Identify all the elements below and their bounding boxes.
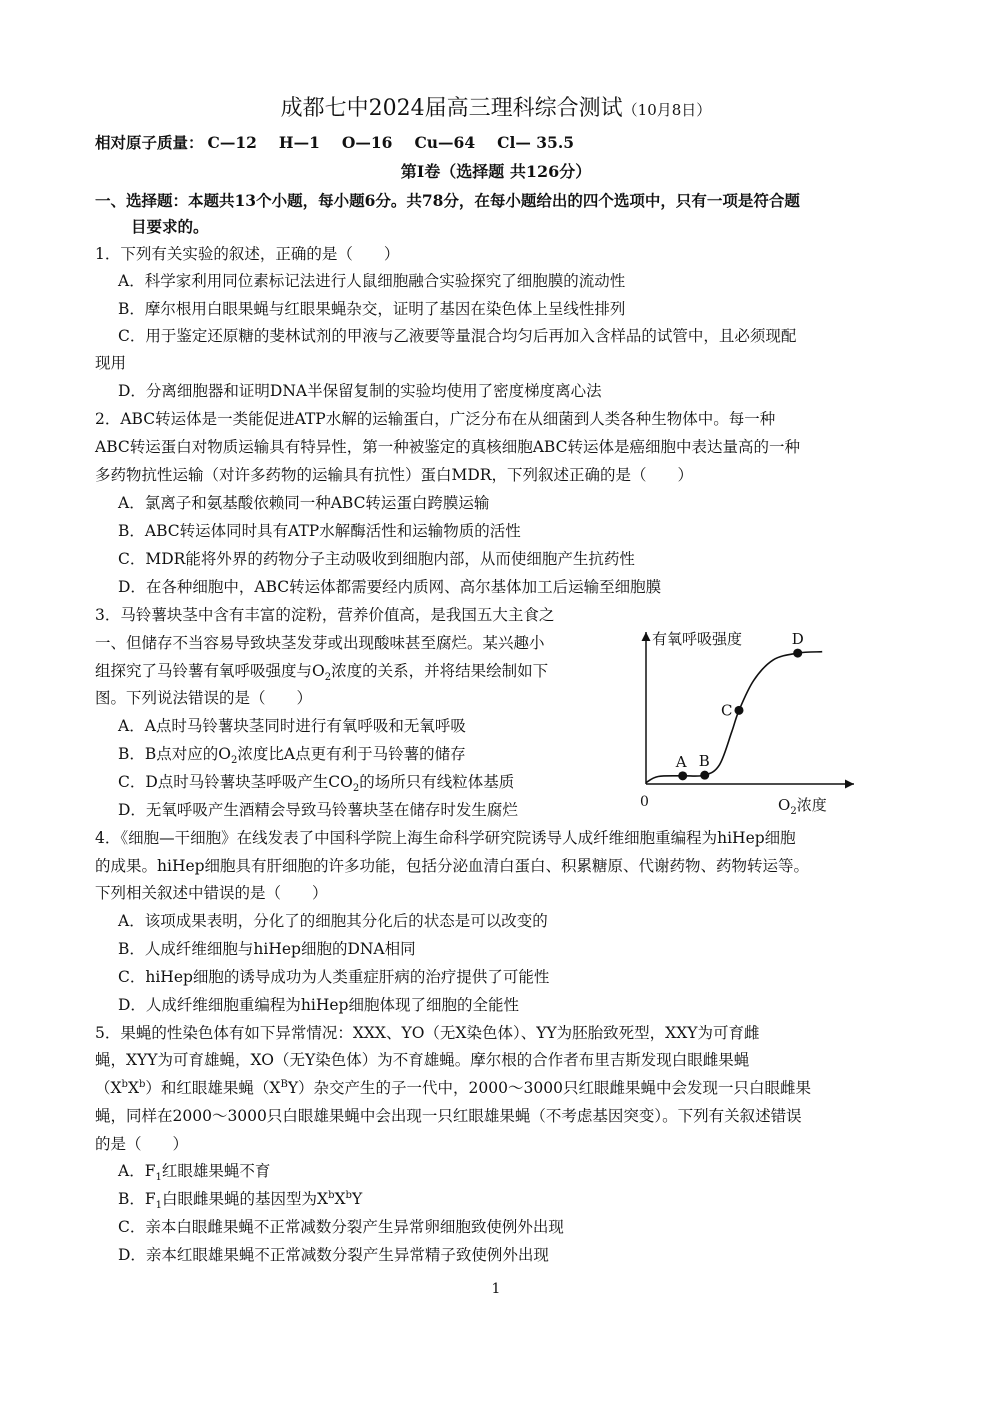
aerobic-respiration-chart [628,624,864,818]
q5-option-a [118,1160,270,1182]
q5-b-b: 白眼雌果蝇的基因型为X [162,1190,329,1208]
mass-cl: Cl— 35.5 [497,133,574,152]
q5-b-a: B．F [118,1190,156,1208]
y-axis-label: 有氧呼吸强度 [652,630,743,648]
q1-option-a: A．科学家利用同位素标记法进行人鼠细胞融合实验探究了细胞膜的流动性 [118,272,626,290]
point-label-d: D [791,630,804,649]
atomic-mass-label: 相对原子质量： [95,133,204,152]
q5-s3-s2: b [139,1078,146,1090]
q3-stem-line3-sub: 2 [324,672,332,684]
point-a [678,771,687,780]
q2-option-b: B．ABC转运体同时具有ATP水解酶活性和运输物质的活性 [118,522,521,540]
q2-stem-line3: 多药物抗性运输（对许多药物的运输具有抗性）蛋白MDR，下列叙述正确的是（ ） [95,466,693,484]
q1-option-b: B．摩尔根用白眼果蝇与红眼果蝇杂交，证明了基因在染色体上呈线性排列 [118,300,626,318]
q3-stem-line4: 图。下列说法错误的是（ ） [95,689,313,707]
q5-b-s1: b [328,1189,335,1201]
q1-option-d: D．分离细胞器和证明DNA半保留复制的实验均使用了密度梯度离心法 [118,382,602,400]
q2-option-c: C．MDR能将外界的药物分子主动吸收到细胞内部，从而使细胞产生抗药性 [118,550,635,568]
q5-s3-s1: b [121,1078,128,1090]
q5-a-sub: 1 [155,1172,162,1184]
x-axis-label-b: 浓度 [796,796,827,814]
atomic-mass-line [95,132,596,154]
q5-option-b [118,1188,362,1210]
q3-option-b-b: 浓度比A点更有利于马铃薯的储存 [237,745,466,763]
q5-s3-s3: B [280,1078,288,1090]
q3-option-b-sub: 2 [231,755,238,767]
q1-option-c: C．用于鉴定还原糖的斐林试剂的甲液与乙液要等量混合均匀后再加入含样品的试管中，且必须现配 [118,327,797,345]
point-label-b: B [698,752,710,771]
q5-stem-line2: 蝇，XYY为可育雄蝇，XO（无Y染色体）为不育雄蝇。摩尔根的合作者布里吉斯发现白眼雌果蝇 [95,1051,750,1069]
q3-option-c-a: C．D点时马铃薯块茎呼吸产生CO [118,773,353,791]
mass-c: C—12 [207,133,257,152]
point-b [700,771,709,780]
q2-option-d: D．在各种细胞中，ABC转运体都需要经内质网、高尔基体加工后运输至细胞膜 [118,578,662,596]
q3-option-c-b: 的场所只有线粒体基质 [359,773,515,791]
q4-stem-line1: 4．《细胞—干细胞》在线发表了中国科学院上海生命科学研究院诱导人成纤维细胞重编程为hiHep细胞 [95,829,796,847]
mass-h: H—1 [278,133,320,152]
title-main: 成都七中2024届高三理科综合测试 [280,96,623,121]
q4-option-a: A．该项成果表明，分化了的细胞其分化后的状态是可以改变的 [118,912,548,930]
q2-option-a: A．氯离子和氨基酸依赖同一种ABC转运蛋白跨膜运输 [118,494,490,512]
section-instructions-line2: 目要求的。 [131,217,209,236]
q4-stem-line3: 下列相关叙述中错误的是（ ） [95,884,328,902]
q3-option-a: A．A点时马铃薯块茎同时进行有氧呼吸和无氧呼吸 [118,717,466,735]
q5-b-d: Y [351,1190,363,1208]
q3-stem-line3 [95,660,548,682]
point-label-c: C [720,701,733,720]
page-title [0,94,992,125]
x-axis-label-sub: 2 [790,806,797,817]
x-axis-label-a: O [778,796,791,814]
q5-b-sub: 1 [155,1200,163,1212]
q1-option-c-cont: 现用 [95,354,127,372]
q5-s3-a: （X [95,1079,122,1097]
q5-s3-b: X [127,1079,139,1097]
point-c [734,706,743,715]
q5-stem-line5: 的是（ ） [95,1135,189,1153]
q5-option-c: C．亲本白眼雌果蝇不正常减数分裂产生异常卵细胞致使例外出现 [118,1218,564,1236]
q5-stem-line3 [95,1077,811,1099]
q4-option-c: C．hiHep细胞的诱导成功为人类重症肝病的治疗提供了可能性 [118,968,550,986]
q3-stem-line2: 一、但储存不当容易导致块茎发芽或出现酸味甚至腐烂。某兴趣小 [95,634,545,652]
q3-option-b [118,743,466,765]
mass-cu: Cu—64 [414,133,476,152]
page-number: 1 [491,1281,501,1297]
q3-option-b-a: B．B点对应的O [118,745,231,763]
q5-option-d: D．亲本红眼雄果蝇不正常减数分裂产生异常精子致使例外出现 [118,1246,549,1264]
point-label-a: A [675,752,687,771]
q3-stem-line3-a: 组探究了马铃薯有氧呼吸强度与O [95,662,325,680]
q3-option-c [118,771,514,793]
mass-o: O—16 [341,133,393,152]
q3-stem-line1: 3．马铃薯块茎中含有丰富的淀粉，营养价值高，是我国五大主食之 [95,606,555,624]
respiration-curve [646,652,822,783]
q3-option-d: D．无氧呼吸产生酒精会导致马铃薯块茎在储存时发生腐烂 [118,801,518,819]
q4-option-d: D．人成纤维细胞重编程为hiHep细胞体现了细胞的全能性 [118,996,519,1014]
origin-label: 0 [640,794,649,810]
q5-s3-c: ）和红眼雄果蝇（X [145,1079,281,1097]
part-title: 第I卷（选择题 共126分） [400,162,592,181]
q5-a-b: 红眼雄果蝇不育 [161,1162,271,1180]
x-axis-label [778,796,827,817]
q4-option-b: B．人成纤维细胞与hiHep细胞的DNA相同 [118,940,416,958]
q5-b-s2: b [345,1189,352,1201]
q5-s3-d: Y）杂交产生的子一代中，2000～3000只红眼雌果蝇中会发现一只白眼雌果 [287,1079,811,1097]
point-d [793,649,802,658]
q4-stem-line2: 的成果。hiHep细胞具有肝细胞的许多功能，包括分泌血清白蛋白、积累糖原、代谢药物、药物转运等。 [95,857,810,875]
q2-stem-line2: ABC转运蛋白对物质运输具有特异性，第一种被鉴定的真核细胞ABC转运体是癌细胞中表达量高的一种 [95,438,800,456]
q5-b-c: X [334,1190,346,1208]
q3-option-c-sub: 2 [352,783,360,795]
q3-stem-line3-b: 浓度的关系，并将结果绘制如下 [331,662,549,680]
title-date: （10月8日） [622,101,712,119]
q5-stem-line1: 5．果蝇的性染色体有如下异常情况：XXX、YO（无X染色体）、YY为胚胎致死型，XXY为可育雌 [95,1024,760,1042]
q1-stem: 1．下列有关实验的叙述，正确的是（ ） [95,245,400,263]
section-instructions-line1: 一、选择题：本题共13个小题，每小题6分。共78分，在每小题给出的四个选项中，只有一项是符合题 [95,191,800,210]
q2-stem-line1: 2．ABC转运体是一类能促进ATP水解的运输蛋白，广泛分布在从细菌到人类各种生物体中。每一种 [95,410,776,428]
q5-a-a: A．F [118,1162,156,1180]
q5-stem-line4: 蝇，同样在2000～3000只白眼雄果蝇中会出现一只红眼雄果蝇（不考虑基因突变）。下列有关叙述错误 [95,1107,802,1125]
